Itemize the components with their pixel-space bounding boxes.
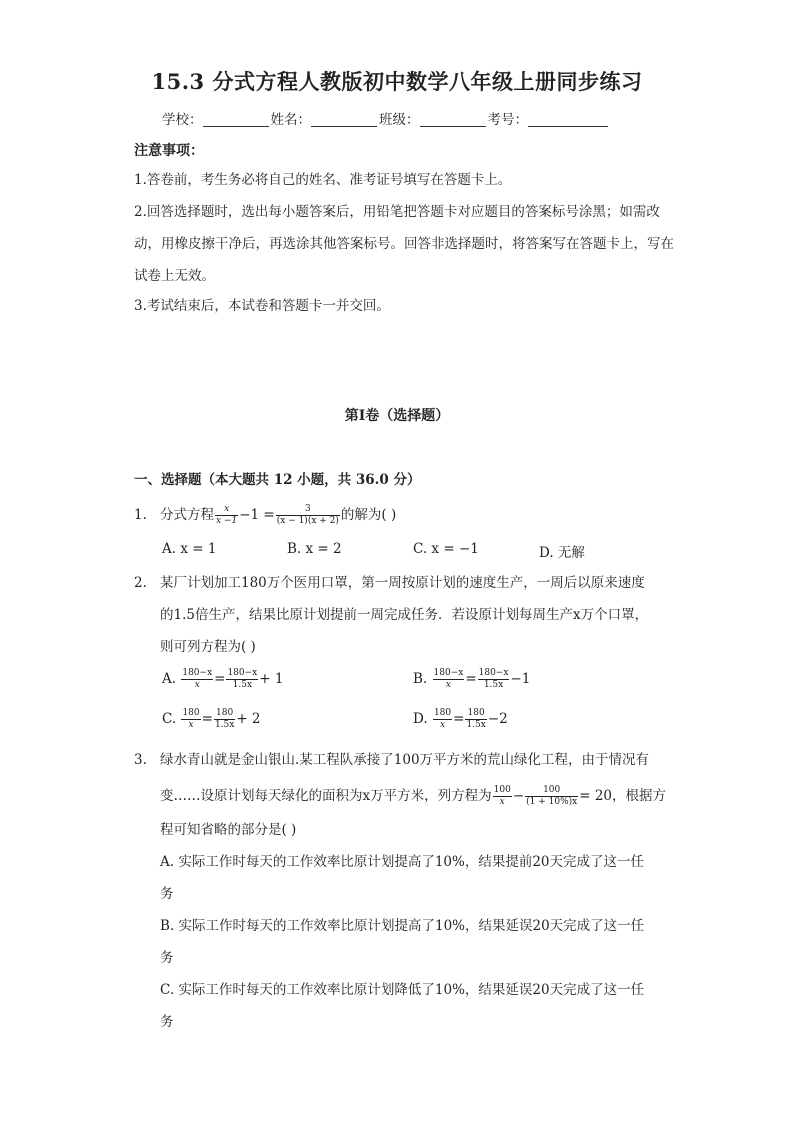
q2-c-ld: x [188, 720, 194, 730]
q2-d-frac-left [433, 708, 452, 731]
q3-option-b-cont: 务 [160, 950, 174, 966]
notes-title: 注意事项： [134, 143, 204, 159]
name-label: 姓名： [270, 112, 311, 128]
section-title: 第I卷（选择题） [344, 408, 450, 424]
number-label: 考号： [487, 112, 528, 128]
question-number-3: 3. [134, 752, 147, 768]
q2-d-ld: x [439, 720, 446, 730]
q2-c-rd: 1.5x [214, 720, 235, 730]
page-title: 15.3 分式方程人教版初中数学八年级上册同步练习 [151, 69, 643, 94]
q3-line-3: 程可知省略的部分是( ) [160, 822, 297, 838]
q2-d-rn: 180 [465, 708, 486, 720]
q3-option-c-cont: 务 [160, 1014, 174, 1030]
q2-b-ln: 180−x [433, 668, 464, 678]
q2-a-ln: 180−x [182, 668, 213, 678]
q2-a-rn: 180−x [227, 668, 258, 678]
q1-frac-rhs [276, 504, 340, 527]
q1-frac-lhs [215, 504, 238, 527]
q2-b-ld: x [445, 680, 451, 690]
q2-c-rn: 180 [214, 708, 235, 720]
q2-b-rd: 1.5x [483, 680, 504, 690]
q3-line-2: 变……设原计划每天绿化的面积为x万平方米，列方程为 $\frac{100}{x}$ − $\frac{100}{(1 + 10\%)x}$ = 20，根据方 [160, 785, 666, 807]
number-blank [528, 112, 608, 127]
q2-d-frac-right [465, 708, 486, 731]
q3-frac-a [493, 785, 512, 808]
q2-a-rd: 1.5x [232, 680, 253, 690]
q2-b-tail: −1 [510, 671, 531, 687]
q3-frac-b [525, 785, 578, 808]
q1-stem-pre: 分式方程 [160, 507, 214, 523]
q1-eq-mid: −1 = [239, 507, 275, 523]
q1-option-c[interactable]: C. x = −1 [413, 541, 479, 557]
class-blank [420, 112, 486, 127]
q2-a-label: A. [162, 671, 177, 687]
q1-option-a[interactable]: A. x = 1 [162, 541, 217, 557]
school-blank [203, 112, 269, 127]
note-item-1: 1.答卷前，考生务必将自己的姓名、准考证号填写在答题卡上。 [134, 172, 512, 188]
q2-line-3: 则可列方程为( ) [160, 639, 256, 655]
q2-option-a[interactable]: A. $\frac{180-x}{x}$ = $\frac{180-x}{1.5x}$ + 1 [162, 668, 284, 690]
note-item-2: 2.回答选择题时，选出每小题答案后，用铅笔把答题卡对应题目的答案标号涂黑；如需改动，用橡皮擦干净后，再选涂其他答案标号。回答非选择题时，将答案写在答题卡上，写在试卷上无效。 [134, 204, 674, 284]
question-1-stem [160, 499, 396, 531]
q2-a-tail: + 1 [259, 671, 284, 687]
q2-a-ld: x [194, 680, 200, 690]
q2-d-rd: 1.5x [466, 720, 486, 730]
q1-stem-post: 的解为( ) [340, 507, 397, 523]
q3-line2-pre: 变……设原计划每天绿化的面积为x万平方米，列方程为 [160, 788, 492, 804]
q2-a-frac-left [181, 668, 213, 691]
q1-rhs-num: 3 [276, 504, 340, 516]
q1-lhs-num: x [215, 504, 238, 516]
q2-d-tail: −2 [487, 711, 508, 727]
question-number-1: 1. [134, 507, 147, 523]
q2-line-2: 的1.5倍生产，结果比原计划提前一周完成任务．若设原计划每周生产x万个口罩， [160, 607, 649, 623]
q2-b-frac-left [433, 668, 465, 691]
q3-option-c[interactable]: C. 实际工作时每天的工作效率比原计划降低了10%，结果延误20天完成了这一任 [160, 982, 645, 998]
q2-line-1: 某厂计划加工180万个医用口罩，第一周按原计划的速度生产，一周后以原来速度 [160, 575, 645, 591]
q2-b-label: B. [413, 671, 428, 687]
q2-c-frac-left [181, 708, 200, 731]
question-number-2: 2. [134, 575, 147, 591]
q3-a-num: 100 [493, 785, 511, 795]
q1-option-d[interactable]: D. 无解 [539, 545, 585, 561]
q2-option-b[interactable]: B. $\frac{180-x}{x}$ = $\frac{180-x}{1.5x}$ −1 [413, 668, 531, 690]
q2-a-frac-right [226, 668, 258, 691]
q2-c-ln: 180 [182, 708, 200, 718]
student-info-row [162, 108, 610, 128]
q2-c-tail: + 2 [236, 711, 261, 727]
note-item-3: 3.考试结束后，本试卷和答题卡一并交回。 [134, 298, 390, 314]
q3-option-a[interactable]: A. 实际工作时每天的工作效率比原计划提高了10%，结果提前20天完成了这一任 [160, 854, 645, 870]
q3-option-a-cont: 务 [160, 886, 174, 902]
q2-b-rn: 180−x [478, 668, 509, 678]
q3-b-den: (1 + 10%)x [526, 797, 578, 807]
q1-lhs-den: x −1 [216, 516, 238, 526]
school-label: 学校： [162, 112, 203, 128]
class-label: 班级： [379, 112, 420, 128]
q2-d-label: D. [413, 711, 428, 727]
part-heading: 一、选择题（本大题共 12 小题，共 36.0 分） [134, 472, 421, 488]
q2-option-d[interactable]: D. $\frac{180}{x}$ = $\frac{180}{1.5x}$ −2 [413, 708, 508, 730]
q3-eq-tail: = 20，根据方 [579, 788, 666, 804]
q1-option-b[interactable]: B. x = 2 [287, 541, 342, 557]
q3-a-den: x [499, 797, 505, 807]
q2-c-frac-right [214, 708, 235, 731]
q3-b-num: 100 [525, 785, 578, 797]
name-blank [311, 112, 377, 127]
q2-d-ln: 180 [433, 708, 452, 718]
q3-line-1: 绿水青山就是金山银山.某工程队承接了100万平方米的荒山绿化工程，由于情况有 [160, 752, 650, 768]
q2-option-c[interactable]: C. $\frac{180}{x}$ = $\frac{180}{1.5x}$ + 2 [162, 708, 261, 730]
q1-rhs-den: (x − 1)(x + 2) [276, 516, 339, 526]
q2-b-frac-right [478, 668, 510, 691]
q3-option-b[interactable]: B. 实际工作时每天的工作效率比原计划提高了10%，结果延误20天完成了这一任 [160, 918, 645, 934]
q2-c-label: C. [162, 711, 177, 727]
